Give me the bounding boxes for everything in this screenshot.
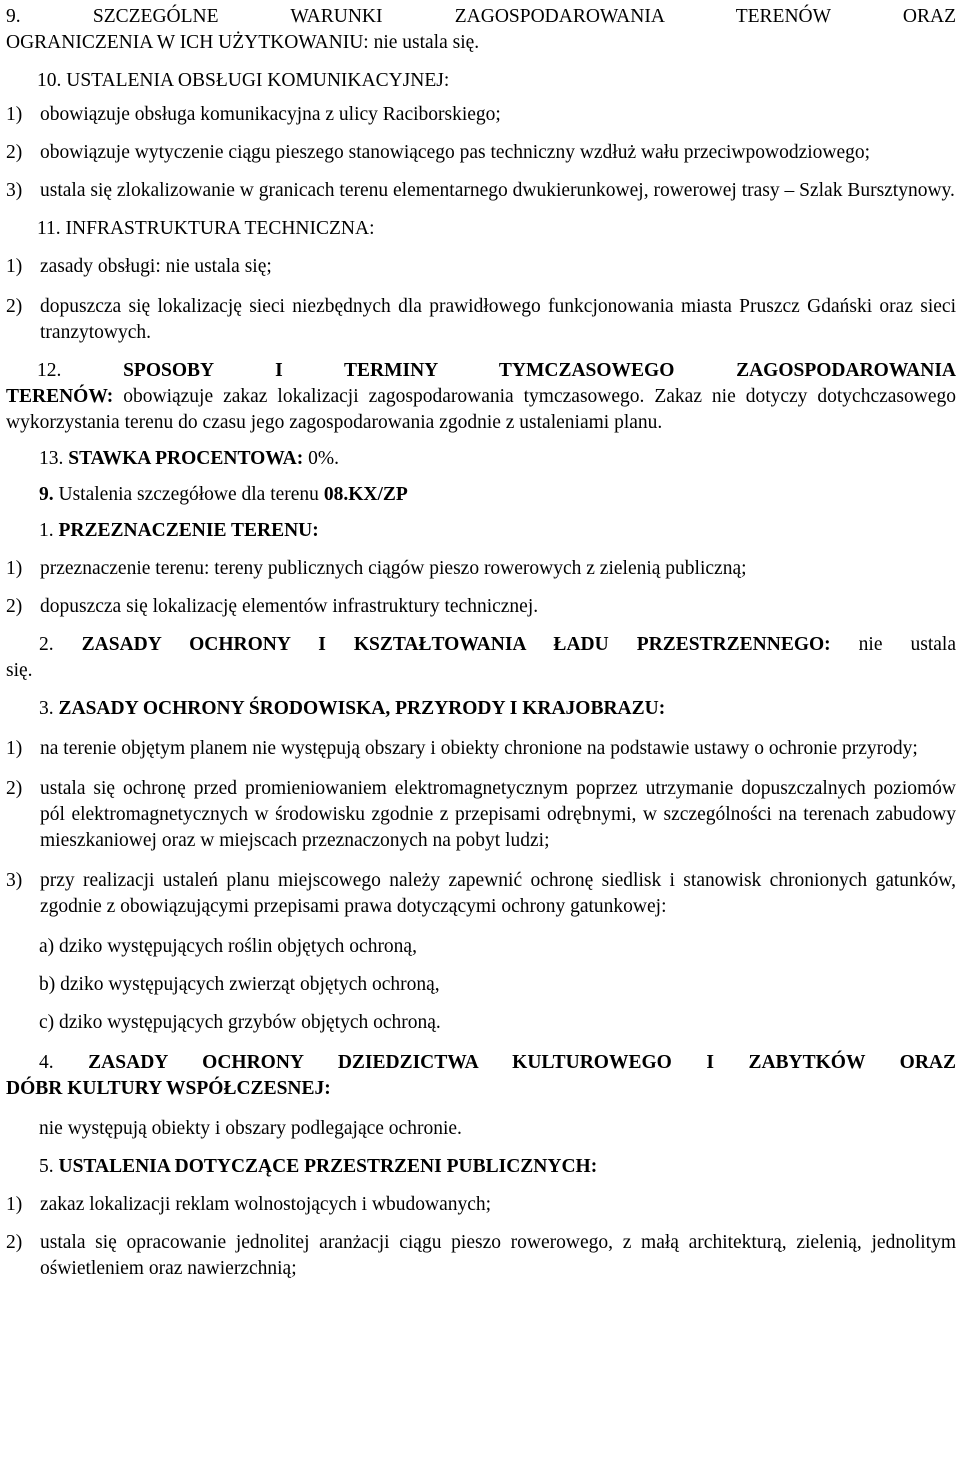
list-item bbox=[6, 178, 956, 204]
subsection-text: Ustalenia szczegółowe dla terenu bbox=[58, 484, 319, 505]
section-13 bbox=[6, 446, 956, 472]
section-heading: SPOSOBY I TERMINY TYMCZASOWEGO ZAGOSPODAROWANIA bbox=[123, 360, 957, 381]
point-number: 5. bbox=[39, 1156, 54, 1177]
item-text: przy realizacji ustaleń planu miejscowego należy zapewnić ochronę siedlisk i stanowisk chronionych gatunków, zgodnie z obowiązującymi przepisami prawa dotyczącymi ochrony gatunkowej: bbox=[40, 870, 956, 917]
section-number: 12. bbox=[37, 360, 62, 381]
item-number: 2) bbox=[6, 1232, 23, 1253]
section-heading: STAWKA PROCENTOWA: bbox=[68, 448, 304, 469]
point-heading: USTALENIA DOTYCZĄCE PRZESTRZENI PUBLICZNYCH: bbox=[58, 1156, 598, 1177]
sub-list-item: b) dziko występujących zwierząt objętych ochroną, bbox=[39, 974, 440, 995]
item-number: 2) bbox=[6, 596, 23, 617]
list-item bbox=[6, 594, 956, 620]
point-heading: ZASADY OCHRONY I KSZTAŁTOWANIA ŁADU PRZESTRZENNEGO: bbox=[81, 634, 831, 655]
point-4-heading-cont bbox=[6, 1076, 956, 1102]
section-text: 0%. bbox=[308, 448, 339, 469]
list-item bbox=[6, 776, 956, 854]
item-text: ustala się zlokalizowanie w granicach terenu elementarnego dwukierunkowej, rowerowej trasy – Szlak Bursztynowy. bbox=[40, 180, 955, 201]
item-text: przeznaczenie terenu: tereny publicznych ciągów pieszo rowerowych z zielenią publiczną; bbox=[40, 558, 747, 579]
section-heading: USTALENIA OBSŁUGI KOMUNIKACYJNEJ: bbox=[66, 70, 450, 91]
point-2-heading bbox=[6, 632, 956, 658]
subsection-title bbox=[6, 482, 956, 508]
point-text: się. bbox=[6, 660, 33, 681]
point-number: 4. bbox=[39, 1052, 54, 1073]
point-number: 2. bbox=[39, 634, 54, 655]
document-page bbox=[6, 4, 956, 1282]
section-number: 10. bbox=[37, 70, 62, 91]
point-4-text: nie występują obiekty i obszary podlegające ochronie. bbox=[39, 1118, 462, 1139]
item-text: ustala się ochronę przed promieniowaniem elektromagnetycznym poprzez utrzymanie dopuszczalnych poziomów pól elektromagnetycznych w środowisku zgodnie z przepisami odrębnymi, w szczególności na terenach zabudowy mieszkaniowej oraz w miejscach przeznaczonych na pobyt ludzi; bbox=[40, 778, 956, 851]
section-9-heading bbox=[6, 4, 956, 30]
list-item bbox=[6, 1192, 956, 1218]
item-number: 2) bbox=[6, 778, 23, 799]
section-number: 13. bbox=[39, 448, 64, 469]
item-number: 1) bbox=[6, 256, 23, 277]
section-10-heading bbox=[6, 68, 956, 94]
point-text: nie ustala bbox=[858, 634, 956, 655]
section-heading: INFRASTRUKTURA TECHNICZNA: bbox=[65, 218, 375, 239]
item-number: 2) bbox=[6, 296, 23, 317]
list-item bbox=[6, 1230, 956, 1282]
section-heading: TERENÓW: bbox=[6, 386, 114, 407]
item-text: dopuszcza się lokalizację elementów infrastruktury technicznej. bbox=[40, 596, 539, 617]
section-text: obowiązuje zakaz lokalizacji zagospodarowania tymczasowego. Zakaz nie dotyczy dotychczasowego wykorzystania terenu do czasu jego zagospodarowania zgodnie z ustaleniami planu. bbox=[6, 386, 957, 433]
subsection-number: 9. bbox=[39, 484, 54, 505]
list-item bbox=[6, 254, 956, 280]
point-1-heading bbox=[6, 518, 956, 544]
point-number: 1. bbox=[39, 520, 54, 541]
section-12-text bbox=[6, 384, 956, 436]
point-heading: ZASADY OCHRONY DZIEDZICTWA KULTUROWEGO I ZABYTKÓW ORAZ bbox=[88, 1052, 957, 1073]
item-number: 1) bbox=[6, 104, 23, 125]
point-heading: PRZEZNACZENIE TERENU: bbox=[58, 520, 319, 541]
section-11-heading bbox=[6, 216, 956, 242]
item-text: zakaz lokalizacji reklam wolnostojących i wbudowanych; bbox=[40, 1194, 492, 1215]
item-number: 3) bbox=[6, 180, 23, 201]
list-item bbox=[6, 556, 956, 582]
item-text: zasady obsługi: nie ustala się; bbox=[40, 256, 272, 277]
section-text: nie ustala się. bbox=[373, 32, 480, 53]
list-item bbox=[6, 736, 956, 762]
point-4-heading bbox=[6, 1050, 956, 1076]
list-item bbox=[6, 868, 956, 920]
section-heading: SZCZEGÓLNE WARUNKI ZAGOSPODAROWANIA TERENÓW ORAZ bbox=[92, 6, 957, 27]
item-number: 3) bbox=[6, 870, 23, 891]
item-text: dopuszcza się lokalizację sieci niezbędnych dla prawidłowego funkcjonowania miasta Pruszcz Gdański oraz sieci tranzytowych. bbox=[40, 296, 956, 343]
item-text: obowiązuje wytyczenie ciągu pieszego stanowiącego pas techniczny wzdłuż wału przeciwpowodziowego; bbox=[40, 142, 871, 163]
sub-list-item: c) dziko występujących grzybów objętych ochroną. bbox=[39, 1012, 441, 1033]
sub-list-item: a) dziko występujących roślin objętych ochroną, bbox=[39, 936, 417, 957]
item-number: 1) bbox=[6, 1194, 23, 1215]
list-item bbox=[6, 294, 956, 346]
section-number: 9. bbox=[6, 6, 21, 27]
section-heading: OGRANICZENIA W ICH UŻYTKOWANIU: bbox=[6, 32, 369, 53]
section-9-heading-cont bbox=[6, 30, 956, 56]
point-2-text-cont bbox=[6, 658, 956, 684]
point-heading: DÓBR KULTURY WSPÓŁCZESNEJ: bbox=[6, 1078, 331, 1099]
point-number: 3. bbox=[39, 698, 54, 719]
list-item bbox=[6, 102, 956, 128]
item-number: 1) bbox=[6, 738, 23, 759]
point-3-heading bbox=[6, 696, 956, 722]
terrain-code: 08.KX/ZP bbox=[323, 484, 408, 505]
section-12-heading bbox=[6, 358, 956, 384]
section-number: 11. bbox=[37, 218, 61, 239]
point-heading: ZASADY OCHRONY ŚRODOWISKA, PRZYRODY I KRAJOBRAZU: bbox=[58, 698, 666, 719]
item-text: na terenie objętym planem nie występują obszary i obiekty chronione na podstawie ustawy o ochronie przyrody; bbox=[40, 738, 918, 759]
item-text: ustala się opracowanie jednolitej aranżacji ciągu pieszo rowerowego, z małą architekturą, zielenią, jednolitym oświetleniem oraz nawierzchnią; bbox=[40, 1232, 956, 1279]
item-number: 1) bbox=[6, 558, 23, 579]
item-text: obowiązuje obsługa komunikacyjna z ulicy Raciborskiego; bbox=[40, 104, 501, 125]
list-item bbox=[6, 140, 956, 166]
point-5-heading bbox=[6, 1154, 956, 1180]
item-number: 2) bbox=[6, 142, 23, 163]
